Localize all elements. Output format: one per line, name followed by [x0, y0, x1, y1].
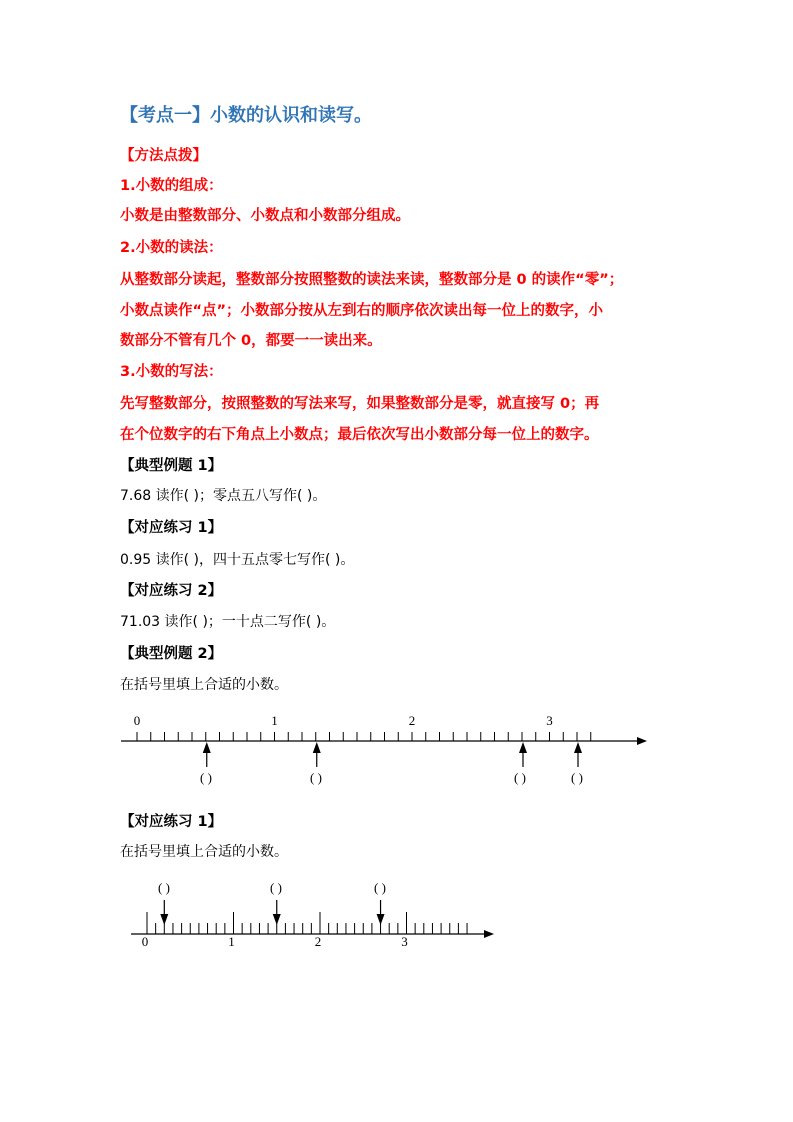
- example2-question: 在括号里填上合适的小数。: [120, 677, 288, 693]
- axis-arrowhead: [637, 737, 647, 745]
- example1-question: 7.68 读作( )；零点五八写作( )。: [120, 488, 327, 504]
- practice2-question: 71.03 读作( )；一十点二写作( )。: [120, 614, 336, 630]
- pointer-arrowhead: [377, 914, 385, 925]
- pointer-arrowhead: [519, 742, 527, 753]
- answer-bracket: ( ): [571, 770, 583, 785]
- pointer-arrowhead: [574, 742, 582, 753]
- section-title: 【考点一】小数的认识和读写。: [120, 105, 372, 126]
- point1-heading: 1.小数的组成：: [120, 178, 223, 194]
- practice1-header: 【对应练习 1】: [120, 520, 223, 536]
- tick-label: 3: [401, 934, 408, 949]
- tick-label: 2: [408, 713, 416, 728]
- answer-bracket: ( ): [310, 770, 322, 785]
- practice2-header: 【对应练习 2】: [120, 583, 223, 599]
- answer-bracket: ( ): [374, 880, 386, 895]
- tick-label: 3: [546, 713, 553, 728]
- axis-arrowhead: [484, 930, 494, 938]
- method-header: 【方法点拨】: [120, 148, 207, 164]
- point3-body-line2: 在个位数字的右下角点上小数点；最后依次写出小数部分每一位上的数字。: [120, 427, 599, 443]
- point2-body-line3: 数部分不管有几个 0，都要一一读出来。: [120, 333, 382, 349]
- point3-heading: 3.小数的写法：: [120, 364, 223, 380]
- practice3-question: 在括号里填上合适的小数。: [120, 844, 288, 860]
- tick-label: 0: [133, 713, 141, 728]
- pointer-arrowhead: [313, 742, 321, 753]
- point2-body-line1: 从整数部分读起，整数部分按照整数的读法来读，整数部分是 0 的读作“零”；: [120, 272, 624, 288]
- tick-label: 0: [141, 934, 149, 949]
- answer-bracket: ( ): [514, 770, 526, 785]
- pointer-arrowhead: [273, 914, 281, 925]
- answer-bracket: ( ): [200, 770, 212, 785]
- point3-body-line1: 先写整数部分，按照整数的写法来写，如果整数部分是零，就直接写 0；再: [120, 396, 600, 412]
- answer-bracket: ( ): [270, 880, 282, 895]
- point2-heading: 2.小数的读法：: [120, 240, 223, 256]
- practice3-header: 【对应练习 1】: [120, 814, 223, 830]
- example2-header: 【典型例题 2】: [120, 646, 223, 662]
- practice1-question: 0.95 读作( )，四十五点零七写作( )。: [120, 552, 355, 568]
- example1-header: 【典型例题 1】: [120, 458, 223, 474]
- tick-label: 1: [228, 934, 235, 949]
- point1-body: 小数是由整数部分、小数点和小数部分组成。: [120, 208, 410, 224]
- tick-label: 1: [271, 713, 278, 728]
- pointer-arrowhead: [203, 742, 211, 753]
- point2-body-line2: 小数点读作“点”；小数部分按从左到右的顺序依次读出每一位上的数字，小: [120, 303, 604, 319]
- pointer-arrowhead: [160, 914, 168, 925]
- answer-bracket: ( ): [158, 880, 170, 895]
- tick-label: 2: [314, 934, 322, 949]
